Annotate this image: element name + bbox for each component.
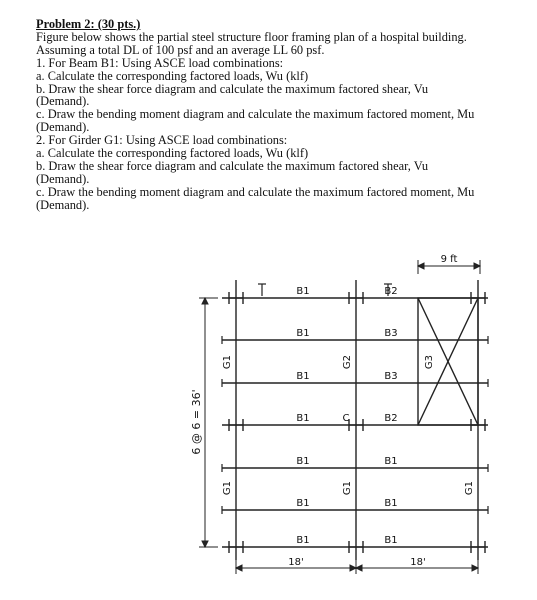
problem-line: Assuming a total DL of 100 psf and an average LL 60 psf. xyxy=(36,42,325,57)
beam-label: B3 xyxy=(384,328,398,339)
beam-label: B1 xyxy=(384,498,398,509)
beam-label: B2 xyxy=(384,413,398,424)
beam-label: B1 xyxy=(296,498,310,509)
problem-line: 1. For Beam B1: Using ASCE load combinations: xyxy=(36,55,284,70)
bottom-dimension xyxy=(236,560,478,574)
problem-line: a. Calculate the corresponding factored loads, Wu (klf) xyxy=(36,68,309,83)
beam-label: B1 xyxy=(296,535,310,546)
problem-line: Figure below shows the partial steel structure floor framing plan of a hospital building. xyxy=(36,29,467,44)
girder-label: G1 xyxy=(222,354,233,370)
problem-title: Problem 2: (30 pts.) xyxy=(36,17,141,31)
girder-label: G2 xyxy=(342,354,353,370)
problem-line: 2. For Girder G1: Using ASCE load combinations: xyxy=(36,133,288,148)
left-dimension-label: 6 @ 6 = 36' xyxy=(190,389,203,455)
girder-label: G1 xyxy=(342,480,353,496)
problem-line: c. Draw the bending moment diagram and calculate the maximum factored moment, Mu xyxy=(36,184,475,199)
girder-label: G1 xyxy=(464,480,475,496)
problem-line: (Demand). xyxy=(36,197,90,212)
problem-line: (Demand). xyxy=(36,94,90,109)
top-dimension-label: 9 ft xyxy=(440,254,458,265)
beam-label: B1 xyxy=(296,286,310,297)
beam-label: B1 xyxy=(296,371,310,382)
beam-label: B1 xyxy=(296,328,310,339)
problem-line: (Demand). xyxy=(36,120,90,135)
beam-label: B1 xyxy=(296,413,310,424)
beam-label: B1 xyxy=(384,535,398,546)
beam-label: B2 xyxy=(384,286,398,297)
beam-label: B1 xyxy=(384,456,398,467)
problem-line: a. Calculate the corresponding factored loads, Wu (klf) xyxy=(36,146,309,161)
bottom-dimension-left: 18' xyxy=(288,557,304,568)
problem-line: b. Draw the shear force diagram and calculate the maximum factored shear, Vu xyxy=(36,81,429,96)
beam-label: B1 xyxy=(296,456,310,467)
problem-line: b. Draw the shear force diagram and calculate the maximum factored shear, Vu xyxy=(36,158,429,173)
beam-label: B3 xyxy=(384,371,398,382)
bottom-dimension-right: 18' xyxy=(410,557,426,568)
beam-end-marks xyxy=(222,284,488,514)
columns xyxy=(229,292,485,553)
frame-lines xyxy=(222,280,488,560)
girder-label: G1 xyxy=(222,480,233,496)
problem-line: (Demand). xyxy=(36,171,90,186)
girder-label: G3 xyxy=(424,354,435,370)
point-c-label: C xyxy=(342,413,350,424)
problem-line: c. Draw the bending moment diagram and calculate the maximum factored moment, Mu xyxy=(36,107,475,122)
